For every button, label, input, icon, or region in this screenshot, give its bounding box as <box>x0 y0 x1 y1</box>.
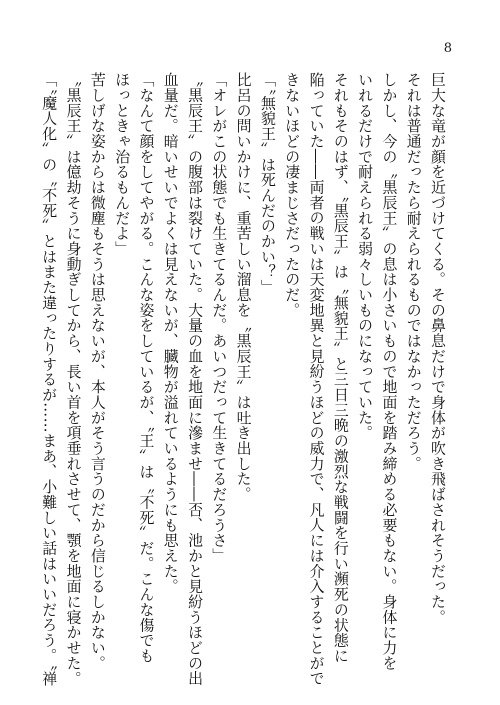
text-line: 苦しげな姿からは微塵もそうは思えないが、本人がそう言うのだから信じるしかない。 <box>88 72 107 671</box>
dialogue-line: 「なんて顔をしてやがる。こんな姿をしているが、〝王〟は〝不死〟だ。こんな傷でも <box>137 72 156 664</box>
text-line: 巨大な竜が顔を近づけてくる。その鼻息だけで身体が吹き飛ばされそうだった。 <box>429 72 447 625</box>
text-line: 比呂の問いかけに、重苦しい溜息を〝黒辰王〟は吐き出した。 <box>234 72 253 502</box>
vertical-text-body <box>40 72 450 687</box>
text-line: 〝黒辰王〟は億劫そうに身動ぎしてから、長い首を項垂れさせて、顎を地面に寝かせた。 <box>64 72 83 686</box>
text-line: しかし、今の〝黒辰王〟の息は小さいもので地面を踏み締める必要もない。身体に力を <box>380 72 399 671</box>
text-line: 陥っていた――両者の戦いは天変地異と見紛うほどの威力で、凡人には介入することがで <box>307 72 326 686</box>
text-line: 〝黒辰王〟の腹部は裂けていた。大量の血を地面に滲ませ――否、池かと見紛うほどの出 <box>186 72 205 686</box>
dialogue-line: 「〝魔人化〟の〝不死〟とはまた違ったりするが……まあ、小難しい話はいいだろう。〝禅 <box>40 72 59 687</box>
text-line: それは普通だったら耐えられるものではなかっただろう。 <box>404 72 423 472</box>
page-number: 8 <box>443 41 452 56</box>
text-line: それもそのはず、〝黒辰王〟は〝無貌王〟と三日三晩の激烈な戦闘を行い瀕死の状態に <box>331 72 350 664</box>
text-line: きないほどの凄まじさだったのだ。 <box>283 72 302 318</box>
text-line: いれるだけで耐えられる弱々しいものになっていた。 <box>356 72 375 441</box>
dialogue-line: ほっときゃ治るもんだよ」 <box>113 72 132 257</box>
dialogue-line: 「オレがこの状態でも生きてるんだ。あいつだって生きてるだろうさ」 <box>210 72 229 564</box>
dialogue-line: 「〝無貌王〟は死んだのかい？」 <box>258 72 277 295</box>
text-line: 血量だ。暗いせいでよくは見えないが、臓物が溢れているようにも思えた。 <box>161 72 180 594</box>
